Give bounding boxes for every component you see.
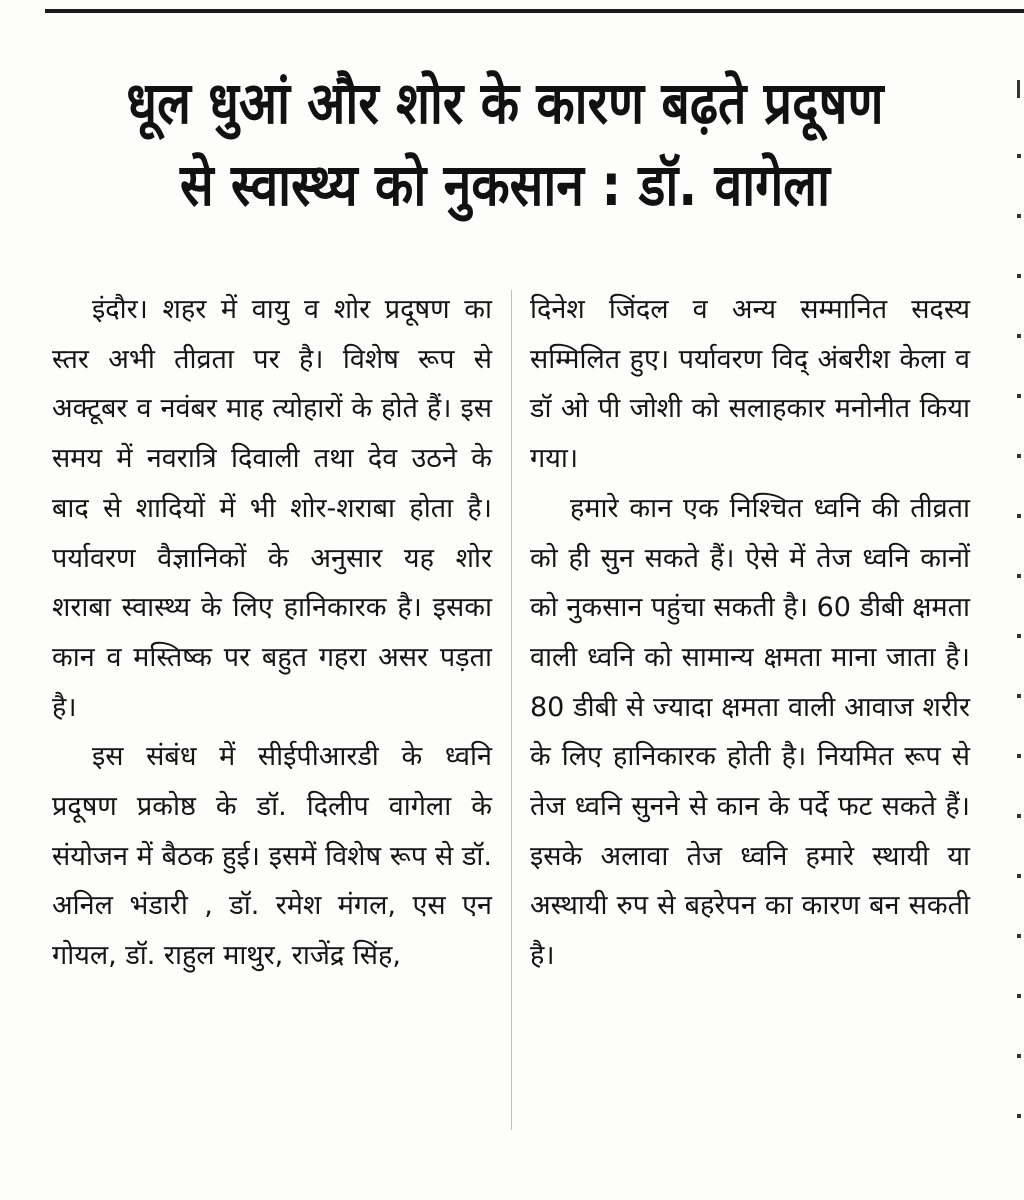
article-paragraph: दिनेश जिंदल व अन्य सम्मानित सदस्य सम्मिलित हुए। पर्यावरण विद् अंबरीश केला व डॉ ओ पी जोशी को सलाहकार मनोनीत किया गया। <box>530 294 970 475</box>
headline-line-1: धूल धुआं और शोर के कारण बढ़ते प्रदूषण <box>126 69 884 137</box>
top-rule <box>45 9 1024 13</box>
article-paragraph: इंदौर। शहर में वायु व शोर प्रदूषण का स्तर अभी तीव्रता पर है। विशेष रूप से अक्टूबर व नवंबर माह त्योहारों के होते हैं। इस समय में नवरात्रि दिवाली तथा देव उठने के बाद से शादियों में भी शोर-शराबा होता है। पर्यावरण वैज्ञानिकों के अनुसार यह शोर शराबा स्वास्थ्य के लिए हानिकारक है। इसका कान व मस्तिष्क पर बहुत गहरा असर पड़ता है। <box>52 294 492 723</box>
article-paragraph: इस संबंध में सीईपीआरडी के ध्वनि प्रदूषण प्रकोष्ठ के डॉ. दिलीप वागेला के संयोजन में बैठक हुई। इसमें विशेष रूप से डॉ. अनिल भंडारी , डॉ. रमेश मंगल, एस एन गोयल, डॉ. राहुल माथुर, राजेंद्र सिंह, <box>52 741 492 972</box>
adjacent-column-edge <box>1014 80 1024 1140</box>
headline-line-2: से स्वास्थ्य को नुकसान : डॉ. वागेला <box>179 151 831 219</box>
column-divider <box>511 290 512 1130</box>
article-paragraph: हमारे कान एक निश्चित ध्वनि की तीव्रता को ही सुन सकते हैं। ऐसे में तेज ध्वनि कानों को नुकसान पहुंचा सकती है। 60 डीबी क्षमता वाली ध्वनि को सामान्य क्षमता माना जाता है। 80 डीबी से ज्यादा क्षमता वाली आवाज शरीर के लिए हानिकारक होती है। नियमित रूप से तेज ध्वनि सुनने से कान के पर्दे फट सकते हैं। इसके अलावा तेज ध्वनि हमारे स्थायी या अस्थायी रुप से बहरेपन का कारण बन सकती है। <box>530 492 970 972</box>
article-column-right <box>530 285 970 981</box>
headline <box>97 62 914 226</box>
article-column-left <box>52 285 492 981</box>
